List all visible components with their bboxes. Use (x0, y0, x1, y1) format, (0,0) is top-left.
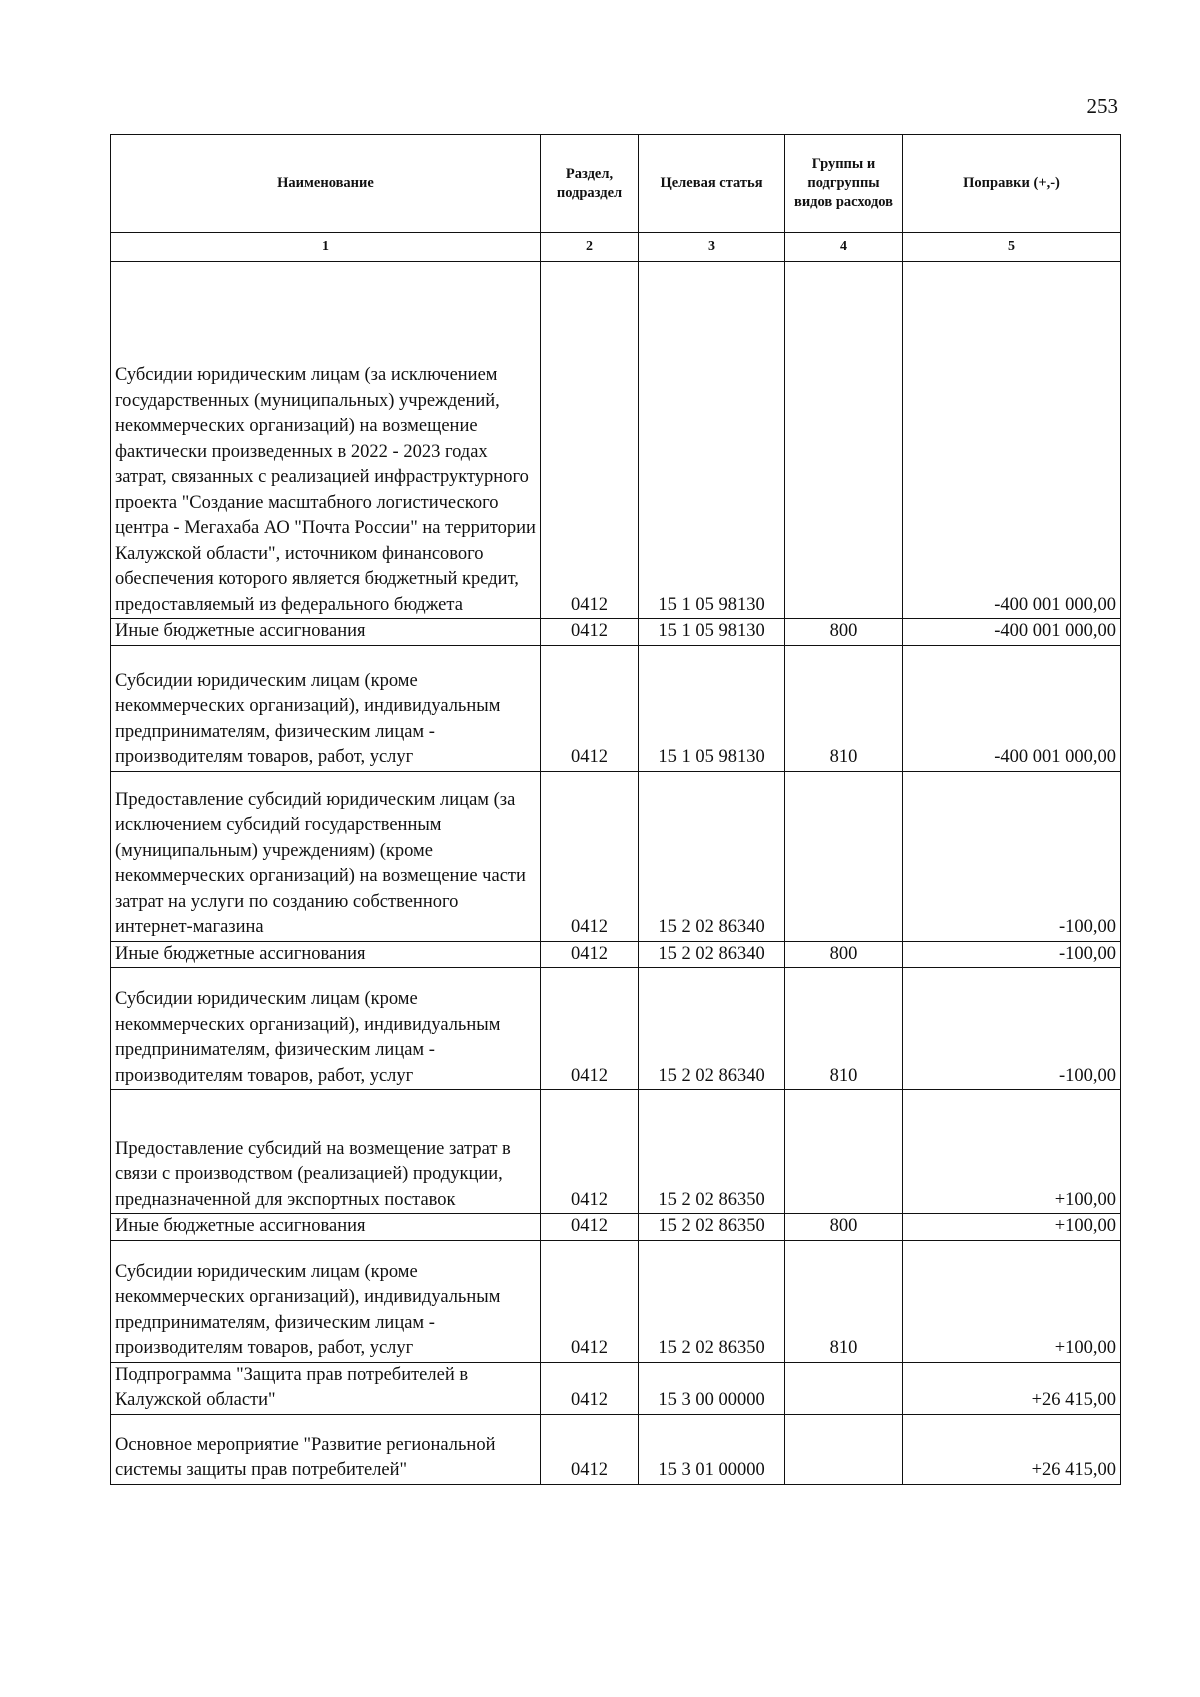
row-section: 0412 (541, 262, 639, 619)
table-row (111, 645, 1121, 771)
row-amount: -100,00 (903, 968, 1121, 1090)
row-name: Субсидии юридическим лицам (кроме некоммерческих организаций), индивидуальным предпринимателям, физическим лицам - производителям товаров, работ, услуг (111, 645, 541, 771)
row-name: Субсидии юридическим лицам (кроме некоммерческих организаций), индивидуальным предпринимателям, физическим лицам - производителям товаров, работ, услуг (111, 1240, 541, 1362)
row-amount: -100,00 (903, 941, 1121, 968)
row-target: 15 1 05 98130 (639, 645, 785, 771)
row-section: 0412 (541, 1362, 639, 1414)
page-number: 253 (1086, 94, 1118, 118)
header-row (111, 135, 1121, 233)
budget-amendments-table (110, 134, 1121, 1485)
table-row (111, 1362, 1121, 1414)
row-amount: +100,00 (903, 1090, 1121, 1214)
header-groups: Группы и подгруппы видов расходов (785, 135, 903, 233)
row-amount: +100,00 (903, 1240, 1121, 1362)
row-group (785, 262, 903, 619)
row-section: 0412 (541, 771, 639, 941)
table-row (111, 1240, 1121, 1362)
row-section: 0412 (541, 619, 639, 646)
row-group (785, 771, 903, 941)
row-group (785, 1414, 903, 1484)
row-group: 810 (785, 645, 903, 771)
row-target: 15 3 01 00000 (639, 1414, 785, 1484)
row-amount: -400 001 000,00 (903, 645, 1121, 771)
row-amount: -100,00 (903, 771, 1121, 941)
header-target: Целевая статья (639, 135, 785, 233)
column-number-row (111, 233, 1121, 262)
header-name: Наименование (111, 135, 541, 233)
row-name: Субсидии юридическим лицам (за исключением государственных (муниципальных) учреждений, некоммерческих организаций) на возмещение фактически произведенных в 2022 - 2023 годах затрат, связанных с реализацией инфраструктурного проекта "Создание масштабного логистического центра - Мегахаба АО "Почта России" на территории Калужской области", источником финансового обеспечения которого является бюджетный кредит, предоставляемый из федерального бюджета (111, 262, 541, 619)
row-section: 0412 (541, 1090, 639, 1214)
column-number: 4 (785, 233, 903, 262)
row-section: 0412 (541, 1240, 639, 1362)
row-target: 15 3 00 00000 (639, 1362, 785, 1414)
header-section: Раздел, подраздел (541, 135, 639, 233)
table-row (111, 1214, 1121, 1241)
table-row (111, 941, 1121, 968)
row-group (785, 1090, 903, 1214)
table-row (111, 1414, 1121, 1484)
row-section: 0412 (541, 968, 639, 1090)
row-name: Предоставление субсидий на возмещение затрат в связи с производством (реализацией) продукции, предназначенной для экспортных поставок (111, 1090, 541, 1214)
row-amount: -400 001 000,00 (903, 619, 1121, 646)
row-target: 15 2 02 86340 (639, 968, 785, 1090)
row-section: 0412 (541, 1214, 639, 1241)
row-name: Основное мероприятие "Развитие региональной системы защиты прав потребителей" (111, 1414, 541, 1484)
row-group: 810 (785, 968, 903, 1090)
row-group: 800 (785, 1214, 903, 1241)
row-target: 15 2 02 86340 (639, 771, 785, 941)
table-row (111, 968, 1121, 1090)
row-amount: -400 001 000,00 (903, 262, 1121, 619)
row-amount: +26 415,00 (903, 1414, 1121, 1484)
row-amount: +100,00 (903, 1214, 1121, 1241)
column-number: 1 (111, 233, 541, 262)
row-target: 15 2 02 86340 (639, 941, 785, 968)
table-row (111, 1090, 1121, 1214)
row-name: Подпрограмма "Защита прав потребителей в Калужской области" (111, 1362, 541, 1414)
row-group: 810 (785, 1240, 903, 1362)
row-group (785, 1362, 903, 1414)
row-name: Иные бюджетные ассигнования (111, 1214, 541, 1241)
column-number: 3 (639, 233, 785, 262)
row-target: 15 1 05 98130 (639, 619, 785, 646)
row-group: 800 (785, 619, 903, 646)
row-amount: +26 415,00 (903, 1362, 1121, 1414)
table-row (111, 771, 1121, 941)
row-target: 15 2 02 86350 (639, 1240, 785, 1362)
row-target: 15 2 02 86350 (639, 1214, 785, 1241)
row-section: 0412 (541, 941, 639, 968)
table-row (111, 262, 1121, 619)
row-name: Иные бюджетные ассигнования (111, 619, 541, 646)
row-section: 0412 (541, 645, 639, 771)
row-name: Иные бюджетные ассигнования (111, 941, 541, 968)
row-target: 15 1 05 98130 (639, 262, 785, 619)
row-group: 800 (785, 941, 903, 968)
row-target: 15 2 02 86350 (639, 1090, 785, 1214)
header-amendments: Поправки (+,-) (903, 135, 1121, 233)
column-number: 5 (903, 233, 1121, 262)
table-row (111, 619, 1121, 646)
row-name: Предоставление субсидий юридическим лицам (за исключением субсидий государственным (муниципальным) учреждениям) (кроме некоммерческих организаций) на возмещение части затрат на услуги по созданию собственного интернет-магазина (111, 771, 541, 941)
row-name: Субсидии юридическим лицам (кроме некоммерческих организаций), индивидуальным предпринимателям, физическим лицам - производителям товаров, работ, услуг (111, 968, 541, 1090)
row-section: 0412 (541, 1414, 639, 1484)
column-number: 2 (541, 233, 639, 262)
